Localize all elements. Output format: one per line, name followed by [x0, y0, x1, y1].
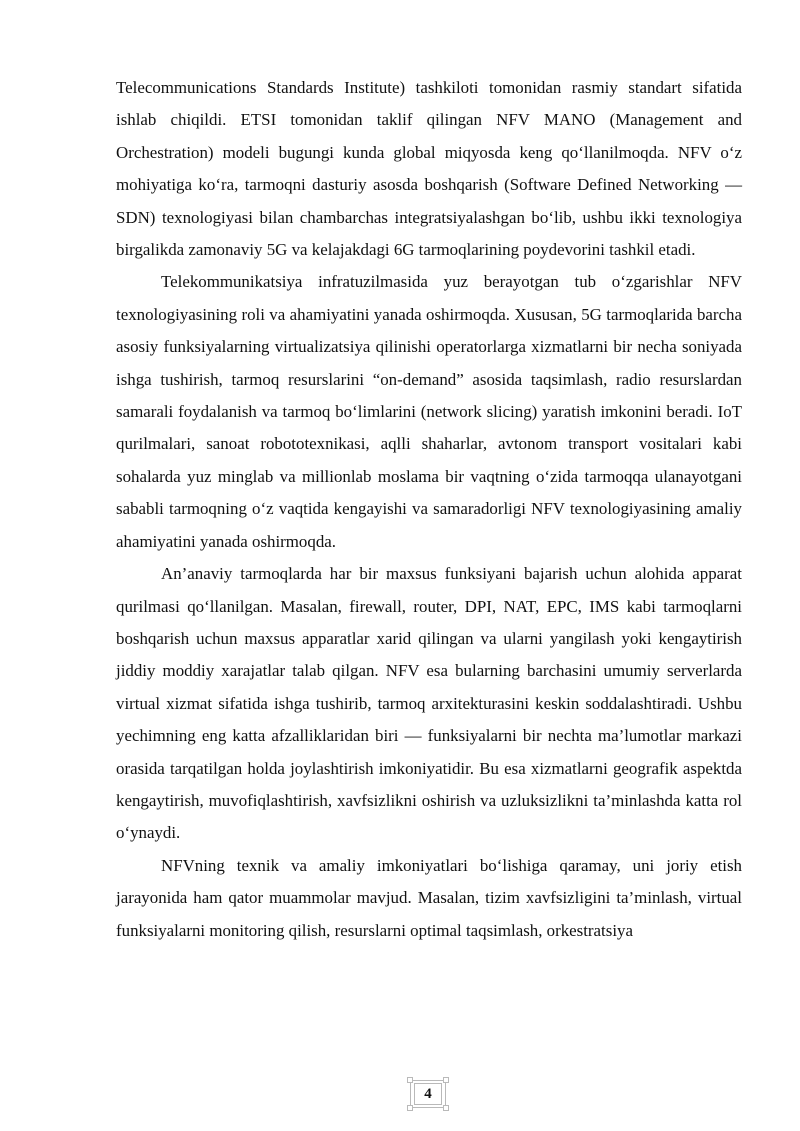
paragraph-1: Telecommunications Standards Institute) tashkiloti tomonidan rasmiy standart sifatida ishlab chiqildi. ETSI tomonidan taklif qilingan NFV MANO (Management and Orchestration) modeli bugungi kunda global miqyosda keng qo‘llanilmoqda. NFV o‘z mohiyatiga ko‘ra, tarmoqni dasturiy asosda boshqarish (Software Defined Networking — SDN) texnologiyasi bilan chambarchas integratsiyalashgan bo‘lib, ushbu ikki texnologiya birgalikda zamonaviy 5G va kelajakdagi 6G tarmoqlarining poydevorini tashkil etadi. [116, 78, 742, 260]
frame-corner-ornament [407, 1105, 413, 1111]
paragraph-2: Telekommunikatsiya infratuzilmasida yuz berayotgan tub o‘zgarishlar NFV texnologiyasining roli va ahamiyatini yanada oshirmoqda. Xususan, 5G tarmoqlarida barcha asosiy funksiyalarning virtualizatsiya qilinishi operatorlarga xizmatlarni bir necha soniyada ishga tushirish, tarmoq resurslarini “on-demand” asosida taqsimlash, radio resurslardan samarali foydalanish va tarmoq bo‘limlarini (network slicing) yaratish imkonini beradi. IoT qurilmalari, sanoat robototexnikasi, aqlli shaharlar, avtonom transport vositalari kabi sohalarda yuz minglab va millionlab moslama bir vaqtning o‘zida tarmoqqa ulanayotgani sababli tarmoqning o‘z vaqtida kengayishi va samaradorligi NFV texnologiyasining amaliy ahamiyatini yanada oshirmoqda. [116, 272, 742, 551]
frame-corner-ornament [407, 1077, 413, 1083]
paragraph-4: NFVning texnik va amaliy imkoniyatlari bo‘lishiga qaramay, uni joriy etish jarayonida ham qator muammolar mavjud. Masalan, tizim xavfsizligini ta’minlash, virtual funksiyalarni monitoring qilish, resurslarni optimal taqsimlash, orkestratsiya [116, 855, 742, 940]
frame-corner-ornament [443, 1105, 449, 1111]
frame-corner-ornament [443, 1077, 449, 1083]
document-body [116, 72, 742, 947]
page-number-frame [410, 1080, 446, 1108]
paragraph-3: An’anaviy tarmoqlarda har bir maxsus funksiyani bajarish uchun alohida apparat qurilmasi qo‘llanilgan. Masalan, firewall, router, DPI, NAT, EPC, IMS kabi tarmoqlarni boshqarish uchun maxsus apparatlar xarid qilingan va ularni yangilash yoki kengaytirish jiddiy moddiy xarajatlar talab qilgan. NFV esa bularning barchasini umumiy serverlarda virtual xizmat sifatida ishga tushirib, tarmoq arxitekturasini keskin soddalashtiradi. Ushbu yechimning eng katta afzalliklaridan biri — funksiyalarni bir nechta ma’lumotlar markazi orasida tarqatilgan holda joylashtirish imkoniyatidir. Bu esa xizmatlarni geografik aspektda kengaytirish, muvofiqlashtirish, xavfsizlikni oshirish va uzluksizlikni ta’minlashda katta rol o‘ynaydi. [116, 564, 742, 843]
page-number: 4 [414, 1083, 442, 1105]
